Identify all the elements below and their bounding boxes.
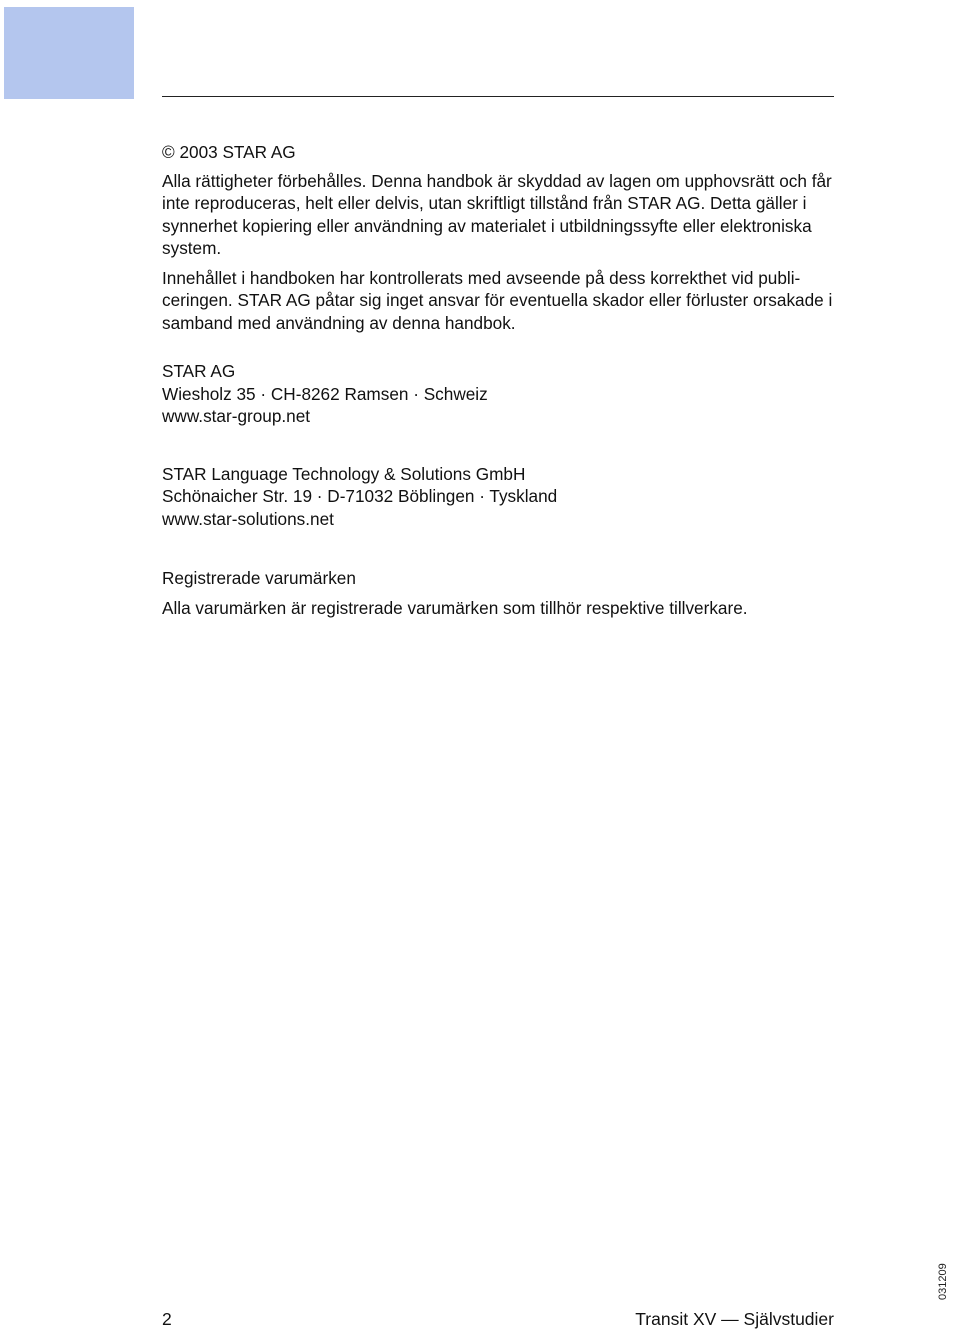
- page-number: 2: [162, 1309, 172, 1329]
- trademarks-text: Alla varumärken är registrerade varumärken som tillhör respektive tillverkare.: [162, 597, 748, 618]
- footer-title: Transit XV — Självstudier: [635, 1309, 834, 1329]
- company-address: Wiesholz 35 · CH-8262 Ramsen · Schweiz: [162, 383, 488, 404]
- address-star-gmbh: [162, 463, 838, 531]
- disclaimer-paragraph: Innehållet i handboken har kontrollerats med avseende på dess korrekthet vid publiceringen. STAR AG påtar sig inget ansvar för eventuella skador eller förluster orsakade i samband med användning av denna handbok.: [162, 267, 833, 333]
- rights-paragraph: Alla rättigheter förbehålles. Denna handbok är skyddad av lagen om upphovsrätt och får inte reproduceras, helt eller delvis, utan skriftligt tillstånd från STAR AG. Detta gäller i synnerhet kopiering eller användning av materialet i utbildningssyfte eller elektroniska system.: [162, 170, 832, 258]
- header-corner-block: [4, 7, 134, 99]
- company-address: Schönaicher Str. 19 · D-71032 Böblingen · Tyskland: [162, 486, 558, 506]
- address-star-ag: [162, 360, 838, 428]
- company-website: www.star-solutions.net: [162, 508, 334, 529]
- company-name: STAR Language Technology & Solutions GmbH: [162, 463, 526, 484]
- trademarks-title: Registrerade varumärken: [162, 568, 356, 588]
- copyright-icon: ©: [162, 142, 175, 162]
- page-content: [162, 141, 838, 619]
- spacer: [162, 428, 838, 463]
- company-name: STAR AG: [162, 361, 236, 381]
- spacer: [162, 530, 838, 567]
- copyright-line: [162, 141, 838, 164]
- footer-code: 031209: [937, 1263, 949, 1300]
- copyright-text: 2003 STAR AG: [174, 142, 296, 162]
- spacer: [162, 334, 838, 360]
- company-website: www.star-group.net: [162, 406, 311, 426]
- header-rule: [162, 96, 834, 97]
